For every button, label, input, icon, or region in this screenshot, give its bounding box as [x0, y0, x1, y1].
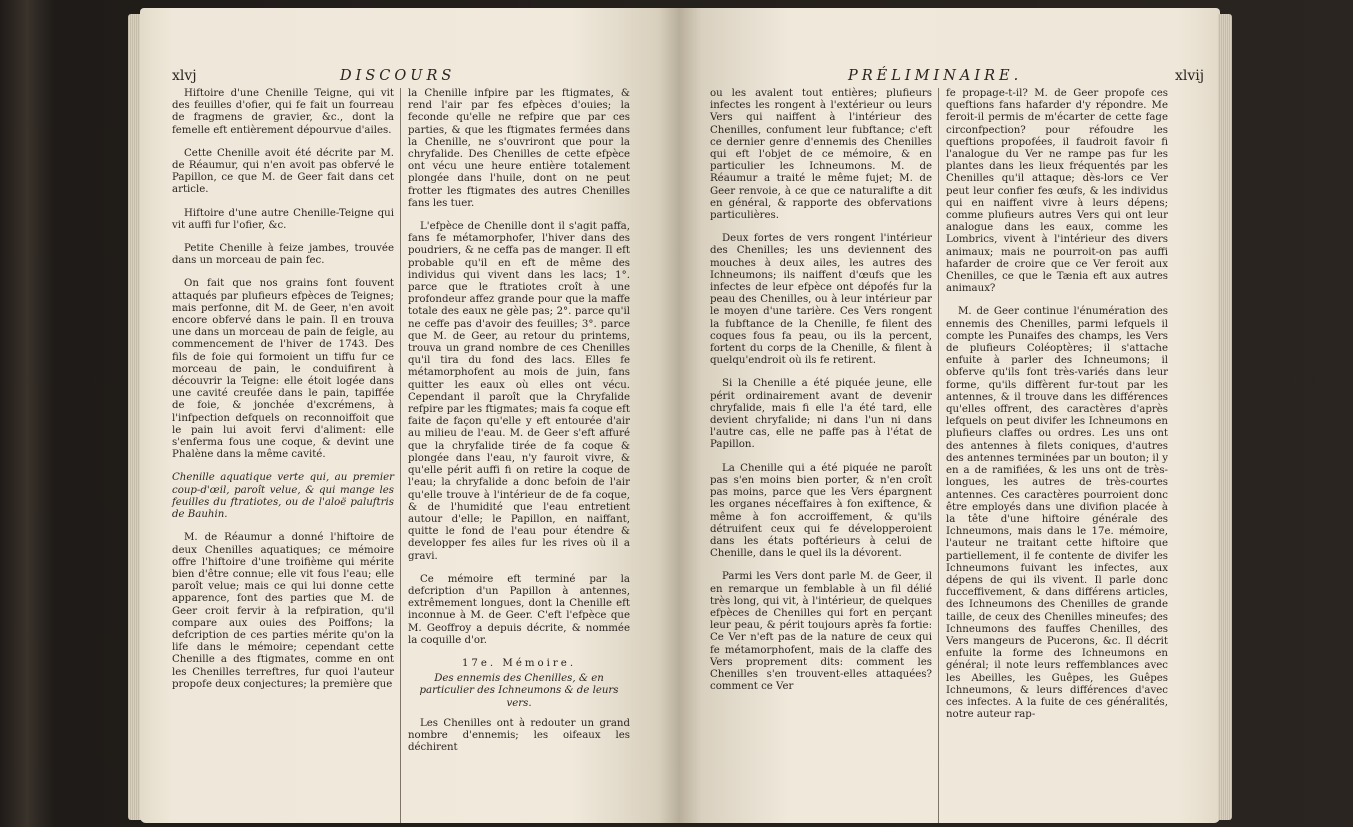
right-page-header — [680, 68, 1220, 88]
paragraph: Hiftoire d'une autre Chenille-Teigne qui vit auffi fur l'ofier, &c. — [172, 207, 394, 231]
paragraph: Parmi les Vers dont parle M. de Geer, il en remarque un femblable à un fil délié très long, qui vit, à l'intérieur, de quelques efpèces de Chenilles qui fort en perçant leur peau, & périt toujours après fa fortie: Ce Ver n'eft pas de la nature de ceux qui fe métamorphofent, mais de la claffe des Vers proprement dits: comment les Chenilles s'en trouvent-elles attaquées? comment ce Ver — [710, 571, 932, 693]
left-page-header — [140, 68, 680, 88]
page-number-left: xlvj — [172, 68, 197, 84]
right-page — [680, 8, 1220, 823]
left-page — [140, 8, 680, 823]
paragraph: Ce mémoire eft terminé par la defcription d'un Papillon à antennes, extrêmement longues, dont la Chenille eft inconnue à M. de Geer. C'eft l'efpèce que M. Geoffroy a depuis décrite, & nommée la coquille d'or. — [408, 573, 630, 646]
right-column-1 — [710, 88, 932, 704]
paragraph: Petite Chenille à feize jambes, trouvée dans un morceau de pain fec. — [172, 243, 394, 267]
column-rule-left — [400, 88, 401, 823]
paragraph: Hiftoire d'une Chenille Teigne, qui vit des feuilles d'ofier, qui fe fait un fourreau de fragmens de gravier, &c., dont la femelle eft entièrement dépourvue d'ailes. — [172, 88, 394, 136]
paragraph: Cette Chenille avoit été décrite par M. de Réaumur, qui n'en avoit pas obfervé le Papillon, ce que M. de Geer fait dans cet article. — [172, 147, 394, 196]
paragraph: fe propage-t-il? M. de Geer propofe ces queftions fans hafarder d'y répondre. Me feroit-il permis de m'écarter de cette fage circonfpection? pour réfoudre les queftions propofées, il faudroit favoir fi l'analogue du Ver ne rampe pas fur les plantes dans les lieux fréquentés par les Chenilles qu'il attaque; dès-lors ce Ver peut leur confier fes œufs, & les individus qui en naiffent vivre à leurs dépens; comme plufieurs autres Vers qui ont leur analogue dans les eaux, comme les Lombrics, vivent à l'intérieur des divers animaux; mais ne pourroit-on pas auffi hafarder de croire que ce Ver feroit aux Chenilles, ce que le Tænia eft aux autres animaux? — [946, 88, 1168, 295]
paragraph: L'efpèce de Chenille dont il s'agit paffa, fans fe métamorphofer, l'hiver dans des poudriers, & ne ceffa pas de manger. Il eft probable qu'il en eft de même des individus qui vivent dans les lacs; 1°. parce que le ftratiotes croît à une profondeur affez grande pour que la maffe totale des eaux ne gèle pas; 2°. parce qu'il ne ceffe pas d'avoir des feuilles; 3°. parce que M. de Geer, au retour du printems, trouva un grand nombre de ces Chenilles qu'il tira du fond des lacs. Elles fe métamorphofent au mois de juin, fans quitter les eaux où elles ont vécu. Cependant il paroît que la Chryfalide refpire par les ftigmates; mais fa coque eft faite de façon qu'elle y eft entourée d'air au milieu de l'eau. M. de Geer s'eft affuré que la chryfalide tirée de fa coque & plongée dans l'eau, n'y fauroit vivre, & qu'elle périt auffi fi on retire la coque de l'eau; la chryfalide a donc befoin de l'air qu'elle trouve à l'intérieur de de fa coque, & de l'humidité que l'eau entretient autour d'elle; le Papillon, en naiffant, quitte le fond de l'eau pour étendre & developper fes ailes fur les rives où il a gravi. — [408, 221, 630, 562]
paragraph: M. de Geer continue l'énumération des ennemis des Chenilles, parmi lefquels il compte les Punaifes des champs, les Vers de plufieurs Coléoptères; il s'attache enfuite à parler des Ichneumons; il obferve qu'ils font très-variés dans leur forme, qu'ils diffèrent fur-tout par les antennes, & il trouve dans les différences qu'elles offrent, des caractères d'après lefquels on peut divifer les Ichneumons en plufieurs claffes ou ordres. Les uns ont des antennes à filets coniques, d'autres des antennes terminées par un bouton; il y en a de ramifiées, & les uns ont de très-longues, les autres de très-courtes antennes. Ces caractères pourroient donc être employés dans une divifion placée à la tête d'une hiftoire générale des Ichneumons, mais dans le 17e. mémoire, l'auteur ne traitant cette hiftoire que partiellement, il fe contente de divifer les Ichneumons fuivant les infectes, aux dépens de qui ils vivent. Il parle donc fucceffivement, & dans différens articles, des Ichneumons des Chenilles de grande taille, de ceux des Chenilles mineufes; des Ichneumons des fauffes Chenilles, des Vers mangeurs de Pucerons, &c. Il décrit enfuite la forme des Ichneumons en général; il note leurs reffemblances avec les Abeilles, les Guêpes, les Guêpes Ichneumons, & leurs différences d'avec ces infectes. A la fuite de ces généralités, notre auteur rap- — [946, 306, 1168, 721]
paragraph: M. de Réaumur a donné l'hiftoire de deux Chenilles aquatiques; ce mémoire offre l'hiftoire d'une troifième qui mérite bien d'être connue; elle vit fous l'eau; elle paroît velue; mais ce qui lui donne cette apparence, font des parties que M. de Geer croit fervir à la refpiration, qu'il compare aux ouies des Poiffons; la defcription de ces parties mérite qu'on la life dans le mémoire; cependant cette Chenille a des ftigmates, comme en ont les Chenilles terreftres, fur quoi l'auteur propofe deux conjectures; la première que — [172, 532, 394, 690]
memoir-subtitle: Des ennemis des Chenilles, & en particulier des Ichneumons & de leurs vers. — [419, 673, 619, 709]
column-rule-right — [938, 88, 939, 823]
paragraph: Deux fortes de vers rongent l'intérieur des Chenilles; les uns deviennent des mouches à deux ailes, les autres des Ichneumons; ils naiffent d'œufs que les infectes de leur efpèce ont dépofés fur la peau des Chenilles, ou à leur intérieur par le moyen d'une tarière. Ces Vers rongent la fubftance de la Chenille, fe filent des coques fous fa peau, ou ils la percent, fortent du corps de la Chenille, & filent à quelqu'endroit où ils fe retirent. — [710, 233, 932, 367]
left-column-2 — [408, 88, 630, 765]
right-column-2 — [946, 88, 1168, 732]
paragraph: Chenille aquatique verte qui, au premier coup-d'œil, paroît velue, & qui mange les feuilles du ftratiotes, ou de l'aloë paluftris de Bauhin. — [172, 472, 394, 521]
paragraph: Les Chenilles ont à redouter un grand nombre d'ennemis; les oifeaux les déchirent — [408, 717, 630, 754]
running-head-left: DISCOURS — [340, 68, 456, 84]
paragraph: la Chenille infpire par les ftigmates, & rend l'air par fes efpèces d'ouies; la feconde qu'elle ne refpire que par ces parties, & que les ftigmates fermées dans la Chenille, ne s'ouvriront que pour la chryfalide. Des Chenilles de cette efpèce ont vécu une heure entière totalement plongée dans l'huile, dont on ne peut frotter les ftigmates des autres Chenilles fans les tuer. — [408, 88, 630, 209]
left-column-1 — [172, 88, 394, 702]
paragraph: On fait que nos grains font fouvent attaqués par plufieurs efpèces de Teignes; mais perfonne, dit M. de Geer, n'en avoit encore obfervé dans le pain. Il en trouva une dans un morceau de pain de feigle, au commencement de l'hiver de 1743. Des fils de foie qui formoient un tiffu fur ce morceau de pain, le conduifirent à découvrir la Teigne: elle étoit logée dans une cavité creufée dans le pain, tapiffée de foie, & jonchée d'excrémens, à l'infpection defquels on reconnoiffoit que le pain lui avoit fervi d'aliment: elle s'enferma fous une coque, & devint une Phalène dans la même cavité. — [172, 278, 394, 461]
running-head-right: PRÉLIMINAIRE. — [848, 68, 1023, 84]
page-number-right: xlvij — [1175, 68, 1205, 84]
paragraph: Si la Chenille a été piquée jeune, elle périt ordinairement avant de devenir chryfalide, mais fi elle l'a été tard, elle devient chryfalide; ni dans l'un ni dans l'autre cas, elle ne paffe pas à l'état de Papillon. — [710, 378, 932, 451]
paragraph: La Chenille qui a été piquée ne paroît pas s'en moins bien porter, & n'en croît pas moins, parce que les Vers épargnent les organes néceffaires à fon exiftence, & même à fon accroiffement, & qu'ils détruifent ceux qui fe développeroient dans les états poftérieurs à celui de Chenille, dans le quel ils la dévorent. — [710, 462, 932, 560]
paragraph: ou les avalent tout entières; plufieurs infectes les rongent à l'extérieur ou leurs Vers qui naiffent à l'intérieur des Chenilles, confument leur fubftance; c'eft ce dernier genre d'ennemis des Chenilles qui eft l'objet de ce mémoire, & en particulier les Ichneumons. M. de Réaumur a traité le même fujet; M. de Geer renvoie, à ce que ce naturalifte a dit en général, & rapporte des obfervations particulières. — [710, 88, 932, 222]
right-page-edges — [1218, 14, 1232, 820]
memoir-heading: 17e. Mémoire. — [461, 657, 577, 669]
